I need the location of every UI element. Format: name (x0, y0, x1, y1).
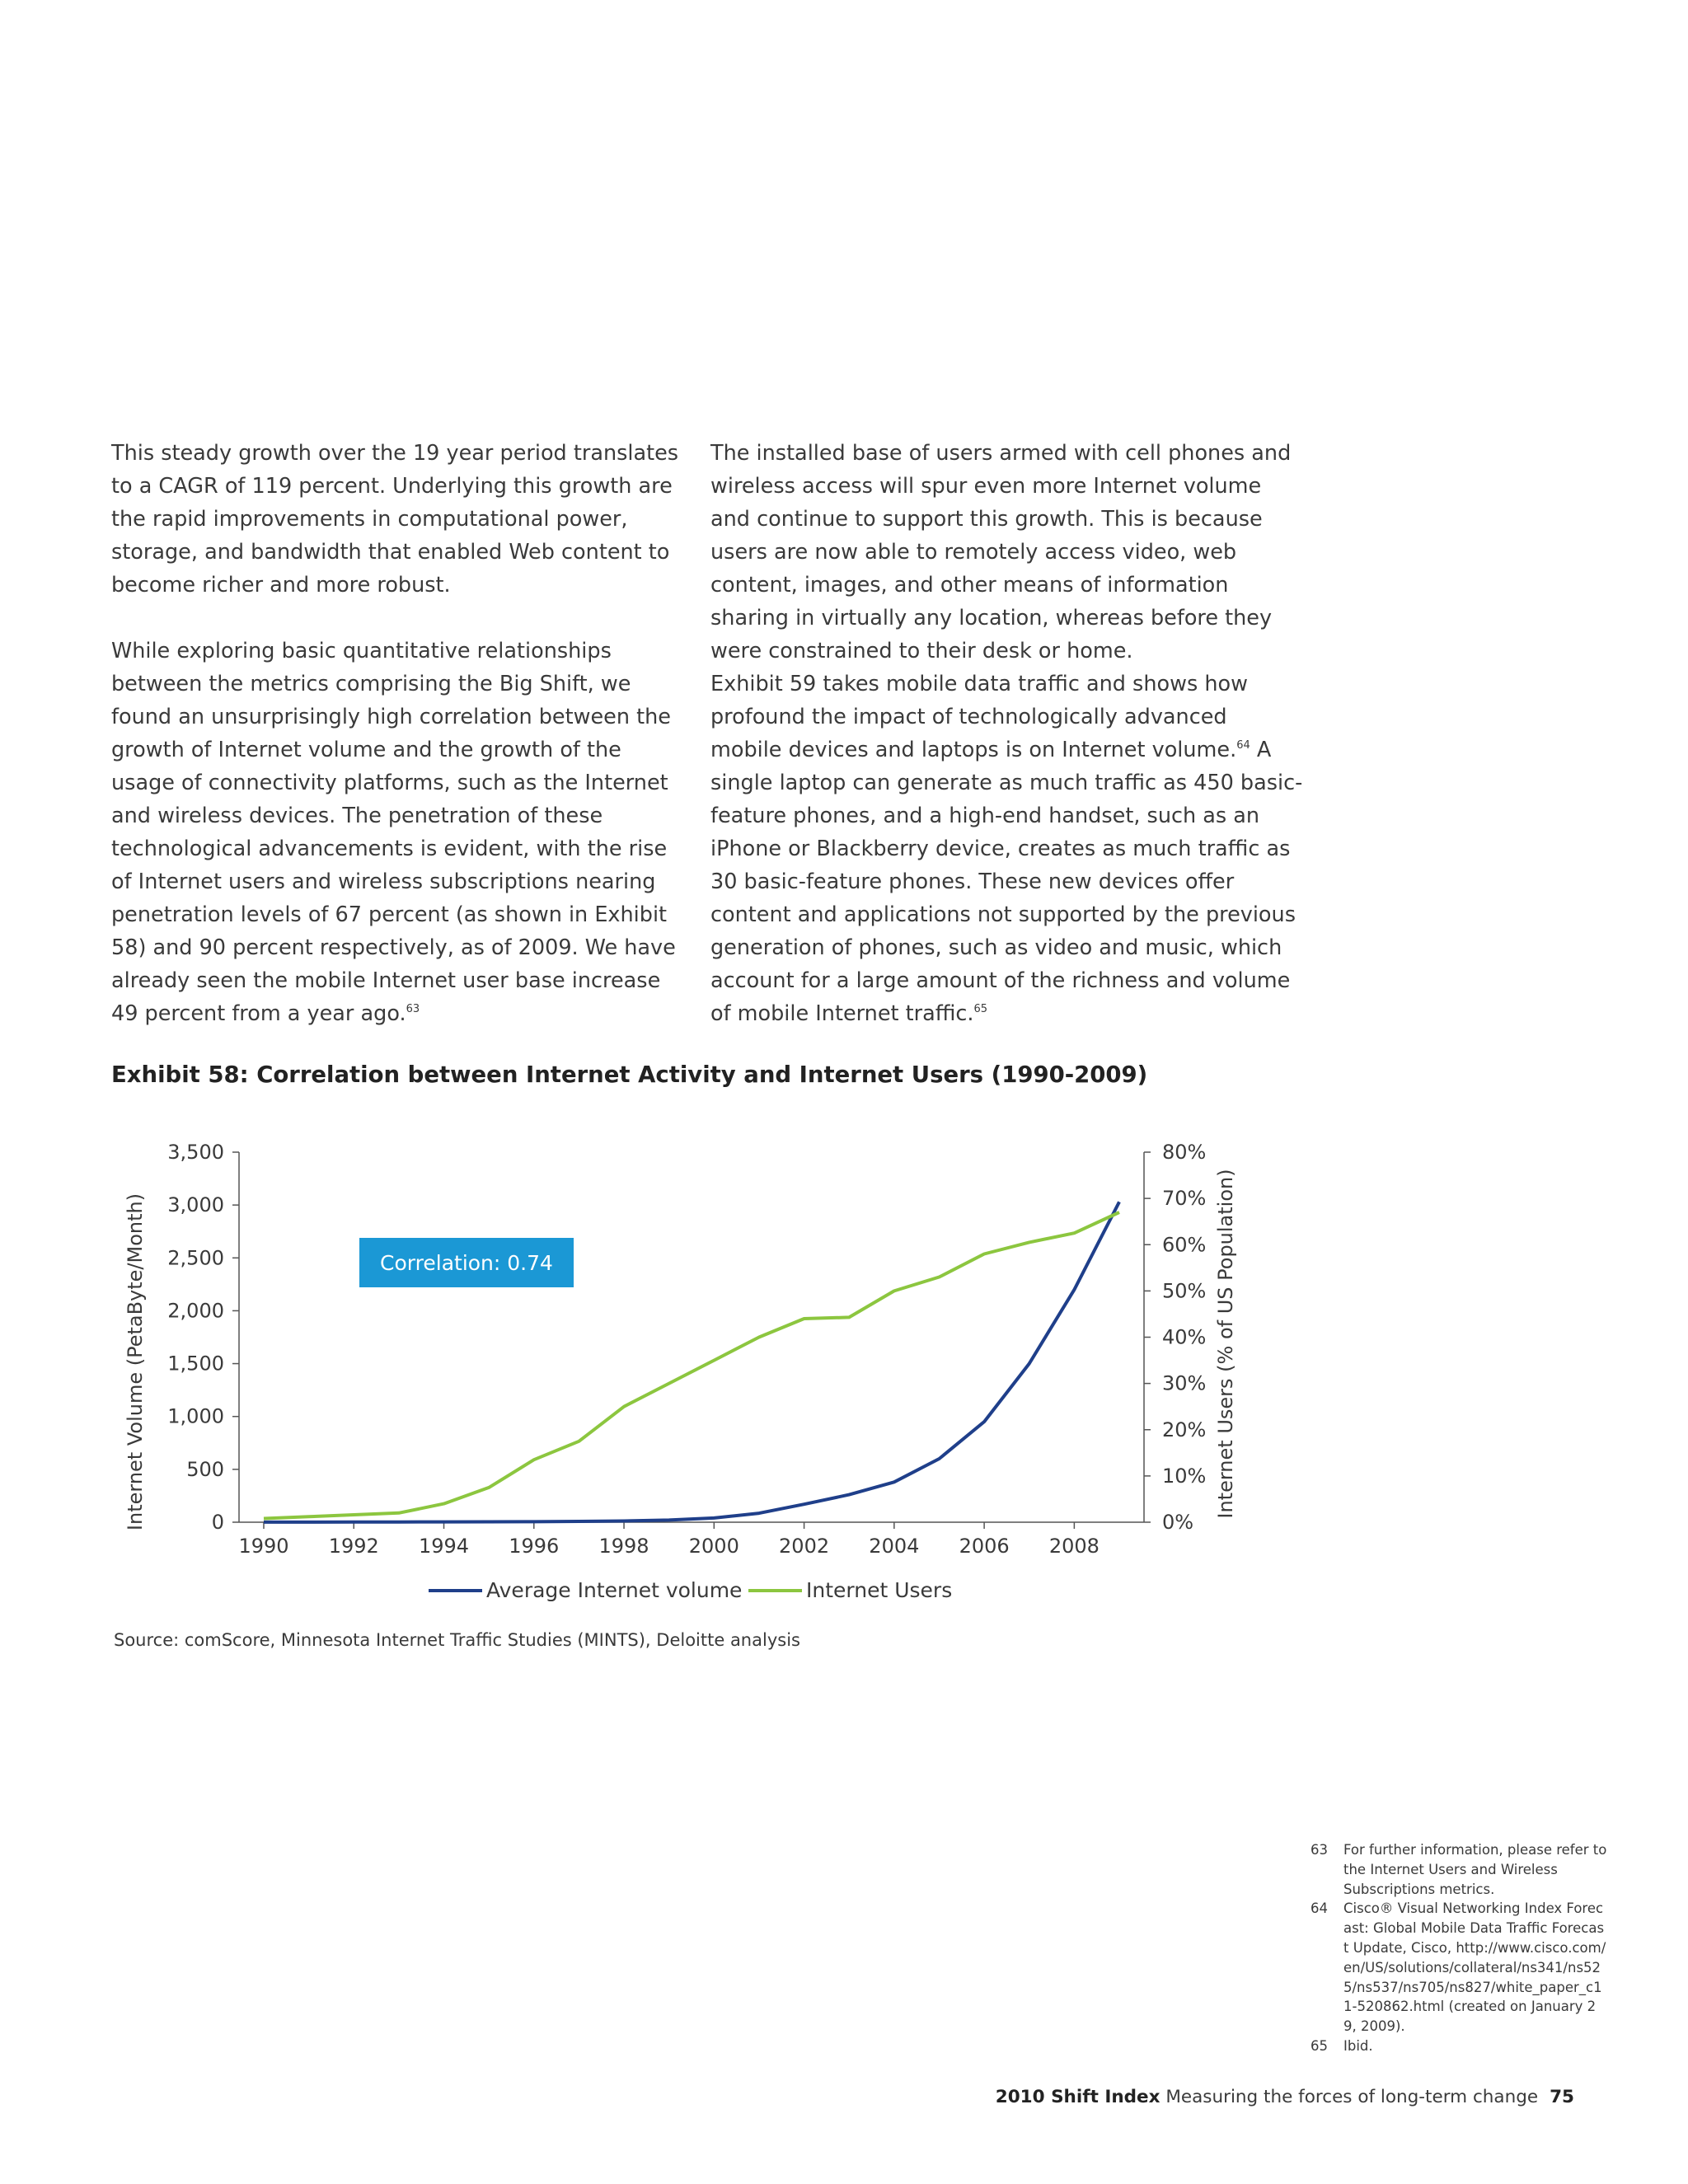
y-left-tick-label: 0 (211, 1511, 224, 1534)
y-right-tick-label: 10% (1162, 1464, 1207, 1488)
exhibit-title: Exhibit 58: Correlation between Internet Activity and Internet Users (1990-2009) (111, 1062, 1148, 1088)
footnote-ref-64[interactable]: 64 (1236, 739, 1250, 752)
chart-svg (99, 1125, 1269, 1619)
x-tick-label: 1992 (328, 1535, 379, 1558)
y-right-tick-label: 80% (1162, 1141, 1207, 1164)
legend-label: Average Internet volume (486, 1578, 743, 1602)
left-paragraph-1: This steady growth over the 19 year period translates to a CAGR of 119 percent. Underlying this growth are the rapid improvements in computational power, storage, and bandwidth that enabled Web content to become richer and more robust. (111, 441, 679, 598)
x-tick-label: 1994 (418, 1535, 470, 1558)
footnote-ref-63[interactable]: 63 (406, 1003, 420, 1015)
left-paragraph-2 (111, 635, 688, 1030)
y-left-tick-label: 1,500 (167, 1352, 224, 1376)
left-column (111, 437, 688, 1030)
x-tick-label: 1996 (509, 1535, 560, 1558)
y-left-tick-label: 3,500 (167, 1141, 224, 1164)
y-left-tick-label: 2,000 (167, 1299, 224, 1323)
x-tick-label: 1998 (598, 1535, 649, 1558)
y-right-tick-label: 50% (1162, 1279, 1207, 1303)
y-right-tick-label: 40% (1162, 1325, 1207, 1349)
y-left-tick-label: 2,500 (167, 1246, 224, 1270)
y-left-tick-label: 1,000 (167, 1404, 224, 1428)
footnotes (1311, 1840, 1607, 2056)
x-tick-label: 2006 (959, 1535, 1010, 1558)
source-note: Source: comScore, Minnesota Internet Traffic Studies (MINTS), Deloitte analysis (114, 1630, 800, 1650)
right-paragraph-2 (710, 668, 1304, 1030)
y-left-tick-label: 500 (186, 1457, 224, 1481)
footnote-number: 65 (1311, 2037, 1328, 2054)
footer-title-rest: Measuring the forces of long-term change (1160, 2087, 1539, 2107)
y-right-tick-label: 70% (1162, 1187, 1207, 1211)
y-right-tick-label: 30% (1162, 1371, 1207, 1395)
footnote-number: 64 (1311, 1900, 1328, 1917)
footnote-text: Ibid. (1343, 2037, 1373, 2054)
right-paragraph-2a: Exhibit 59 takes mobile data traffic and shows how profound the impact of technologically advanced mobile devices and laptops is on Internet volume. (710, 672, 1248, 762)
right-paragraph-1: The installed base of users armed with cell phones and wireless access will spur even more Internet volume and continue to support this growth. This is because users are now able to remotely access video, web content, images, and other means of information sharing in virtually any location, whereas before they were constrained to their desk or home. (710, 441, 1292, 663)
footnote-ref-65[interactable]: 65 (973, 1003, 988, 1015)
footnote-64 (1311, 1899, 1607, 2036)
y-right-tick-label: 60% (1162, 1233, 1207, 1257)
page-number: 75 (1550, 2087, 1574, 2107)
y-right-axis-title: Internet Users (% of US Population) (1214, 1169, 1237, 1519)
x-tick-label: 2008 (1048, 1535, 1100, 1558)
x-tick-label: 1990 (238, 1535, 289, 1558)
footnote-text: Cisco® Visual Networking Index Forecast: Global Mobile Data Traffic Forecast Update, Cisco, http://www.cisco.com/en/US/solutions/collateral/ns341/ns525/ns537/ns705/ns827/white_paper_c11-520862.html (created on January 29, 2009). (1343, 1900, 1606, 2035)
footnote-text: For further information, please refer to the Internet Users and Wireless Subscriptions metrics. (1343, 1842, 1607, 1897)
x-tick-label: 2002 (779, 1535, 830, 1558)
page-footer (996, 2087, 1574, 2107)
footnote-63 (1311, 1840, 1607, 1899)
right-column (710, 437, 1304, 1030)
y-right-tick-label: 0% (1162, 1511, 1194, 1534)
footer-title-bold: 2010 Shift Index (995, 2087, 1160, 2107)
x-tick-label: 2004 (869, 1535, 920, 1558)
x-tick-label: 2000 (688, 1535, 739, 1558)
y-right-tick-label: 20% (1162, 1418, 1207, 1441)
exhibit-58-chart (99, 1125, 1269, 1623)
right-paragraph-2b: A single laptop can generate as much traffic as 450 basic-feature phones, and a high-end handset, such as an iPhone or Blackberry device, creates as much traffic as 30 basic-feature phones. These new devices offer content and applications not supported by the previous generation of phones, such as video and music, which account for a large amount of the richness and volume of mobile Internet traffic. (710, 738, 1303, 1026)
y-left-tick-label: 3,000 (167, 1193, 224, 1217)
footnote-number: 63 (1311, 1842, 1328, 1858)
left-paragraph-2-text: While exploring basic quantitative relationships between the metrics comprising the Big Shift, we found an unsurprisingly high correlation between the growth of Internet volume and the growth of the usage of connectivity platforms, such as the Internet and wireless devices. The penetration of these technological advancements is evident, with the rise of Internet users and wireless subscriptions nearing penetration levels of 67 percent (as shown in Exhibit 58) and 90 percent respectively, as of 2009. We have already seen the mobile Internet user base increase 49 percent from a year ago. (111, 639, 676, 1026)
y-left-axis-title: Internet Volume (PetaByte/Month) (124, 1193, 147, 1531)
legend-label: Internet Users (806, 1578, 953, 1602)
correlation-label: Correlation: 0.74 (380, 1251, 553, 1275)
footnote-65 (1311, 2036, 1607, 2056)
